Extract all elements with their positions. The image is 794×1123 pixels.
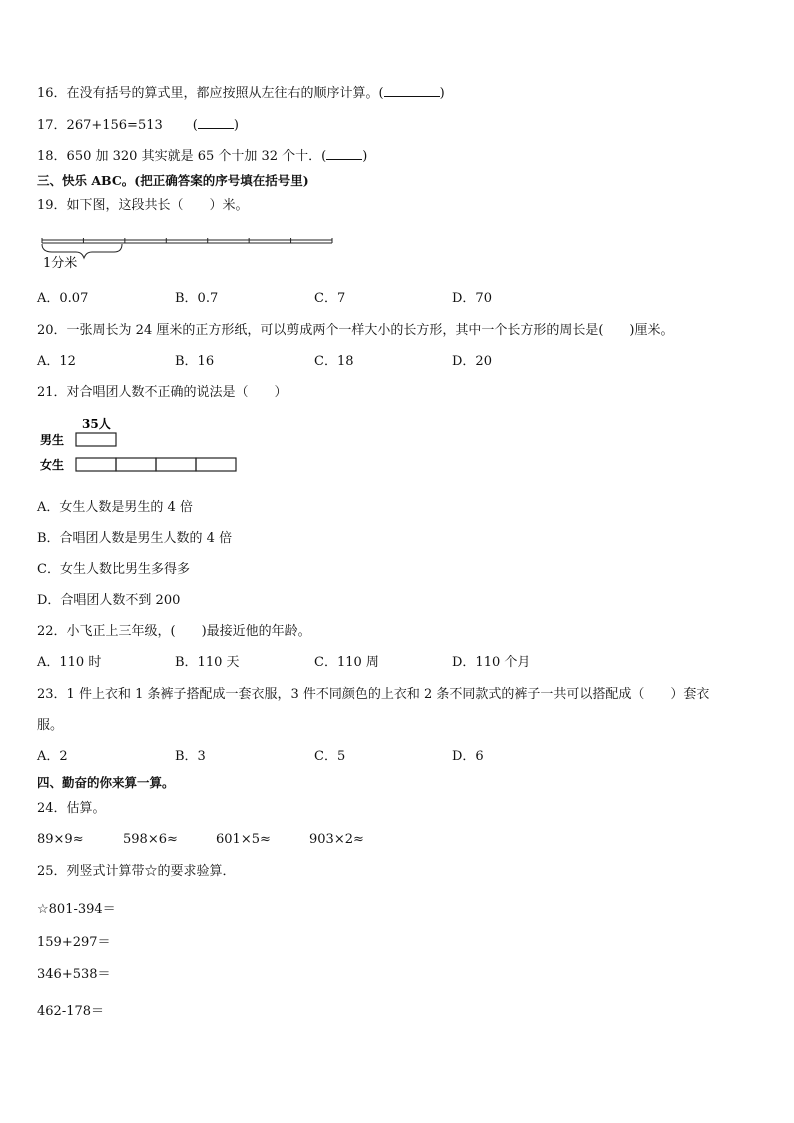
question-17: 17．267+156=513 ( ) — [37, 118, 239, 133]
question-24-text: 24．估算。 — [37, 801, 106, 816]
q19-option-d[interactable]: D．70 — [452, 291, 492, 306]
question-20-text: 20．一张周长为 24 厘米的正方形纸，可以剪成两个一样大小的长方形，其中一个长方形的周长是( )厘米。 — [37, 323, 674, 338]
question-23-text-line1: 23．1 件上衣和 1 条裤子搭配成一套衣服，3 件不同颜色的上衣和 2 条不同款式的裤子一共可以搭配成（ ）套衣 — [37, 687, 710, 702]
girls-bar — [76, 458, 236, 471]
q22-option-a[interactable]: A．110 时 — [37, 655, 102, 670]
q22-option-b[interactable]: B．110 天 — [175, 655, 240, 670]
section-4-heading: 四、勤奋的你来算一算。 — [37, 775, 175, 790]
choir-bar-diagram — [38, 414, 248, 476]
q23-option-d[interactable]: D．6 — [452, 749, 484, 764]
q22-option-c[interactable]: C．110 周 — [314, 655, 379, 670]
q20-option-c[interactable]: C．18 — [314, 354, 354, 369]
calc-item-3: 346+538＝ — [37, 967, 111, 982]
boys-count-label: 35人 — [82, 417, 111, 431]
estimate-item-1: 89×9≈ — [37, 832, 84, 847]
answer-blank-18[interactable] — [326, 147, 362, 160]
q20-option-d[interactable]: D．20 — [452, 354, 492, 369]
boys-bar — [76, 433, 116, 446]
q22-option-d[interactable]: D．110 个月 — [452, 655, 531, 670]
question-16: 16．在没有括号的算式里，都应按照从左往右的顺序计算。( ) — [37, 86, 445, 101]
question-22-text: 22．小飞正上三年级，( )最接近他的年龄。 — [37, 624, 311, 639]
q20-option-a[interactable]: A．12 — [37, 354, 76, 369]
question-23-text-line2: 服。 — [37, 718, 64, 733]
question-21-text: 21．对合唱团人数不正确的说法是（ ） — [37, 385, 288, 400]
question-19-text: 19．如下图，这段共长（ ）米。 — [37, 198, 249, 213]
answer-blank-16[interactable] — [384, 84, 440, 97]
question-25-text: 25．列竖式计算带☆的要求验算． — [37, 864, 236, 879]
q21-option-d[interactable]: D．合唱团人数不到 200 — [37, 593, 181, 608]
question-18-text: 18．650 加 320 其实就是 65 个十加 32 个十．( — [37, 149, 327, 164]
ruler-figure — [40, 232, 340, 272]
q23-option-c[interactable]: C．5 — [314, 749, 346, 764]
calc-item-2: 159+297＝ — [37, 935, 111, 950]
q23-option-a[interactable]: A．2 — [37, 749, 68, 764]
question-16-text: 16．在没有括号的算式里，都应按照从左往右的顺序计算。( — [37, 86, 384, 101]
q21-option-b[interactable]: B．合唱团人数是男生人数的 4 倍 — [37, 531, 233, 546]
answer-blank-17[interactable] — [198, 116, 234, 129]
estimate-item-4: 903×2≈ — [309, 832, 364, 847]
girls-bar-segment — [196, 458, 236, 471]
boys-label: 男生 — [40, 433, 65, 447]
estimate-item-2: 598×6≈ — [123, 832, 178, 847]
q21-option-c[interactable]: C．女生人数比男生多得多 — [37, 562, 190, 577]
girls-bar-segment — [116, 458, 156, 471]
ruler-body — [42, 238, 332, 243]
calc-item-1: ☆801-394＝ — [37, 902, 116, 917]
q19-option-c[interactable]: C．7 — [314, 291, 346, 306]
calc-item-4: 462-178＝ — [37, 1004, 105, 1019]
girls-bar-segment — [76, 458, 116, 471]
boys-bar-segment — [76, 433, 116, 446]
girls-bar-segment — [156, 458, 196, 471]
section-3-heading: 三、快乐 ABC。(把正确答案的序号填在括号里) — [37, 173, 309, 188]
estimate-item-3: 601×5≈ — [216, 832, 271, 847]
question-18: 18．650 加 320 其实就是 65 个十加 32 个十．( ) — [37, 149, 368, 164]
question-17-text: 17．267+156=513 — [37, 118, 163, 133]
ruler-label: 1分米 — [43, 256, 78, 271]
q20-option-b[interactable]: B．16 — [175, 354, 215, 369]
q19-option-a[interactable]: A．0.07 — [37, 291, 89, 306]
q21-option-a[interactable]: A．女生人数是男生的 4 倍 — [37, 500, 193, 515]
q19-option-b[interactable]: B．0.7 — [175, 291, 219, 306]
girls-label: 女生 — [40, 458, 65, 472]
q23-option-b[interactable]: B．3 — [175, 749, 206, 764]
